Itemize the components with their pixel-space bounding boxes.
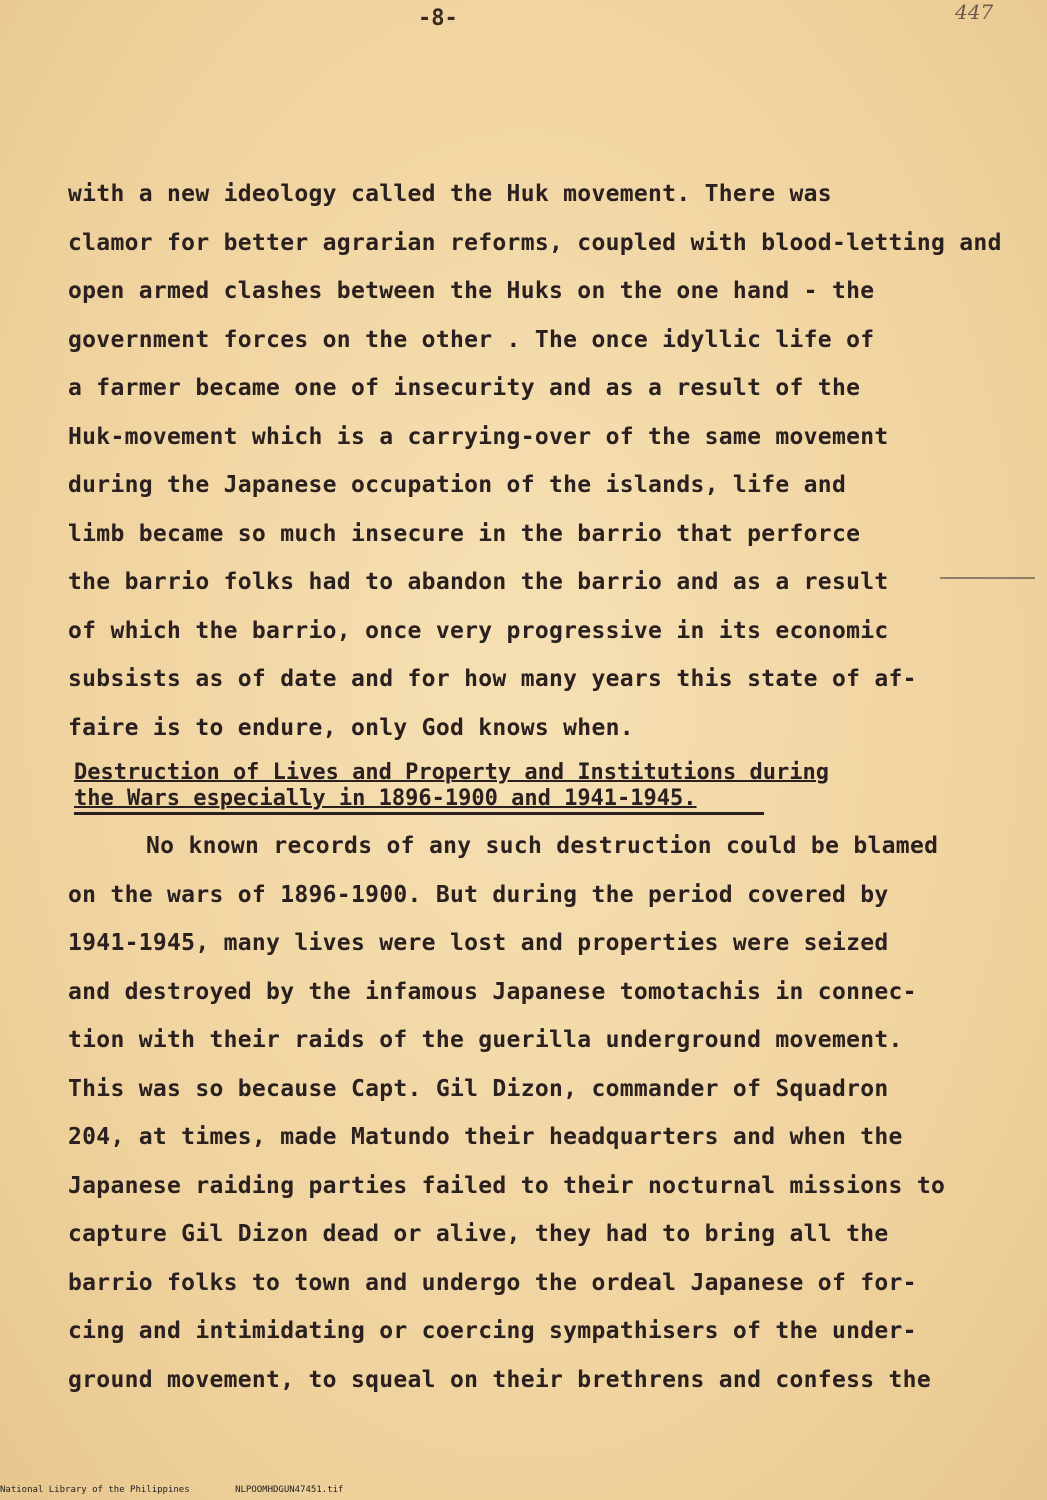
text-line: faire is to endure, only God knows when. [68,714,634,741]
text-line: 1941-1945, many lives were lost and properties were seized [68,930,889,956]
library-credit: National Library of the Philippines [0,1485,190,1495]
text-line: ground movement, to squeal on their brethrens and confess the [68,1366,931,1393]
text-line: This was so because Capt. Gil Dizon, commander of Squadron [68,1075,889,1102]
text-line: cing and intimidating or coercing sympathisers of the under- [68,1318,917,1344]
scan-footer [0,1485,383,1495]
handwritten-page-number: 447 [955,0,994,24]
text-line: tion with their raids of the guerilla underground movement. [68,1027,903,1053]
text-line: No known records of any such destruction could be blamed [146,833,939,859]
text-line: on the wars of 1896-1900. But during the period covered by [68,881,889,908]
text-line: capture Gil Dizon dead or alive, they had to bring all the [68,1221,889,1247]
text-line: and destroyed by the infamous Japanese tomotachis in connec- [68,978,917,1005]
text-line: open armed clashes between the Huks on the one hand - the [68,278,875,304]
text-line: the barrio folks had to abandon the barrio and as a result [68,569,889,595]
section-heading [74,760,829,812]
paragraph-1 [68,170,1028,752]
paragraph-2 [68,822,1028,1404]
text-line: barrio folks to town and undergo the ordeal Japanese of for- [68,1269,917,1296]
text-line: a farmer became one of insecurity and as a result of the [68,375,861,401]
text-line: Huk-movement which is a carrying-over of the same movement [68,423,889,450]
heading-line-2: the Wars especially in 1896-1900 and 1941-1945. [74,786,697,811]
text-line: during the Japanese occupation of the islands, life and [68,472,847,498]
text-line: subsists as of date and for how many years this state of af- [68,666,917,692]
text-line: limb became so much insecure in the barrio that perforce [68,520,861,547]
heading-line-1: Destruction of Lives and Property and Institutions during [74,760,829,785]
heading-underline [74,812,764,815]
text-line: Japanese raiding parties failed to their nocturnal missions to [68,1172,946,1199]
text-line: 204, at times, made Matundo their headquarters and when the [68,1124,903,1150]
text-line: with a new ideology called the Huk movement. There was [68,181,832,207]
text-line: of which the barrio, once very progressive in its economic [68,617,889,644]
page-number: -8- [418,6,458,31]
file-identifier: NLPOOMHDGUN47451.tif [235,1485,344,1495]
text-line: clamor for better agrarian reforms, coupled with blood-letting and [68,229,1002,256]
text-line: government forces on the other . The once idyllic life of [68,326,875,353]
